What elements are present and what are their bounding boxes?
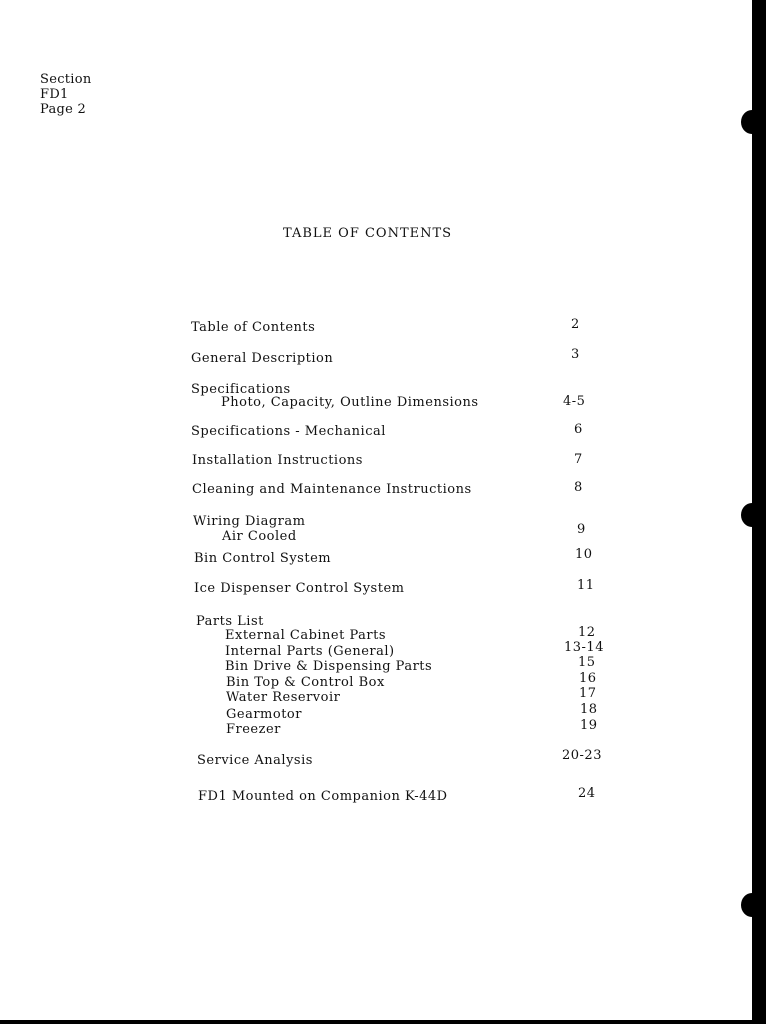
toc-page-internal-parts: 13-14 bbox=[564, 640, 604, 655]
toc-entry-specifications-mechanical: Specifications - Mechanical bbox=[191, 424, 386, 439]
toc-entry-general-description: General Description bbox=[191, 351, 334, 366]
toc-entry-service-analysis: Service Analysis bbox=[197, 753, 313, 768]
toc-entry-bin-control: Bin Control System bbox=[194, 551, 332, 566]
toc-page-fd1-mounted: 24 bbox=[578, 786, 596, 801]
toc-entry-air-cooled: Air Cooled bbox=[222, 529, 297, 544]
toc-page-freezer: 19 bbox=[580, 718, 598, 733]
toc-entry-fd1-mounted: FD1 Mounted on Companion K-44D bbox=[198, 789, 448, 804]
toc-page-photo-capacity: 4-5 bbox=[563, 394, 586, 409]
toc-page-specifications-mechanical: 6 bbox=[574, 422, 583, 437]
toc-page-ice-dispenser: 11 bbox=[577, 578, 595, 593]
toc-page-water-reservoir: 17 bbox=[579, 686, 597, 701]
binder-hole-top bbox=[741, 110, 763, 134]
scan-edge-bottom bbox=[0, 1020, 766, 1024]
toc-entry-external-cabinet: External Cabinet Parts bbox=[225, 628, 386, 643]
toc-page-installation: 7 bbox=[574, 452, 583, 467]
toc-entry-gearmotor: Gearmotor bbox=[226, 707, 302, 722]
toc-page-air-cooled: 9 bbox=[577, 522, 586, 537]
toc-page-external-cabinet: 12 bbox=[578, 625, 596, 640]
toc-entry-parts-list: Parts List bbox=[196, 614, 264, 629]
toc-entry-freezer: Freezer bbox=[226, 722, 281, 737]
toc-entry-water-reservoir: Water Reservoir bbox=[226, 690, 341, 705]
binder-hole-middle bbox=[741, 503, 763, 527]
toc-entry-specifications: Specifications bbox=[191, 382, 291, 397]
toc-page-cleaning: 8 bbox=[574, 480, 583, 495]
toc-entry-cleaning: Cleaning and Maintenance Instructions bbox=[192, 482, 472, 497]
binder-hole-bottom bbox=[741, 893, 763, 917]
page-title: TABLE OF CONTENTS bbox=[283, 226, 453, 241]
toc-page-table-of-contents: 2 bbox=[571, 317, 580, 332]
toc-entry-installation: Installation Instructions bbox=[192, 453, 363, 468]
section-header bbox=[40, 72, 92, 117]
toc-entry-bin-drive: Bin Drive & Dispensing Parts bbox=[225, 659, 433, 674]
toc-entry-bin-top: Bin Top & Control Box bbox=[226, 675, 385, 690]
toc-page-general-description: 3 bbox=[571, 347, 580, 362]
section-label: Section bbox=[40, 72, 92, 87]
toc-page-bin-control: 10 bbox=[575, 547, 593, 562]
page-number-label: Page 2 bbox=[40, 102, 87, 117]
toc-entry-table-of-contents: Table of Contents bbox=[191, 320, 316, 335]
toc-entry-wiring-diagram: Wiring Diagram bbox=[193, 514, 306, 529]
toc-page-bin-drive: 15 bbox=[578, 655, 596, 670]
toc-page-gearmotor: 18 bbox=[580, 702, 598, 717]
toc-page-service-analysis: 20-23 bbox=[562, 748, 602, 763]
toc-entry-photo-capacity: Photo, Capacity, Outline Dimensions bbox=[221, 395, 479, 410]
toc-entry-ice-dispenser: Ice Dispenser Control System bbox=[194, 581, 405, 596]
toc-entry-internal-parts: Internal Parts (General) bbox=[225, 644, 395, 659]
toc-page-bin-top: 16 bbox=[579, 671, 597, 686]
section-code: FD1 bbox=[40, 87, 69, 102]
